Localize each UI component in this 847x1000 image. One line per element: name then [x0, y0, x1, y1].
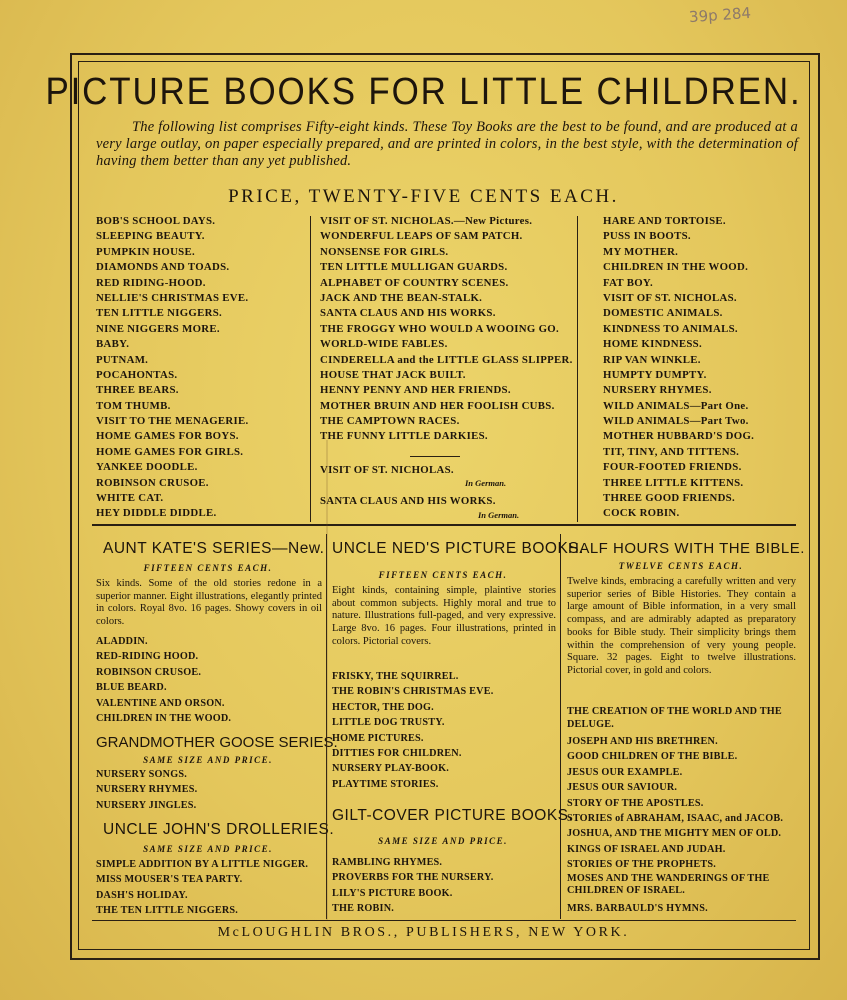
list-item: ROBINSON CRUSOE.: [96, 666, 202, 678]
uncle-ned-price: FIFTEEN CENTS EACH.: [378, 570, 508, 580]
half-hours-price: TWELVE CENTS EACH.: [618, 561, 744, 571]
grandmother-goose-heading: GRANDMOTHER GOOSE SERIES.: [96, 734, 338, 751]
list-item: JOSEPH AND HIS BRETHREN.: [567, 736, 718, 747]
list-item: BOB'S SCHOOL DAYS.: [96, 215, 216, 227]
aunt-kate-description: Six kinds. Some of the old stories redone in a superior manner. Eight illustrations, elegantly printed in colors. Royal 8vo. 16 pages. Showy covers in oil colors.: [96, 578, 322, 628]
list-item: NURSERY PLAY-BOOK.: [332, 763, 450, 775]
list-item: WILD ANIMALS—Part Two.: [603, 415, 749, 428]
list-item: HARE AND TORTOISE.: [603, 215, 726, 227]
grandmother-goose-list: [96, 767, 197, 813]
half-hours-description: Twelve kinds, embracing a carefully written and very superior series of Bible Histories. They contain a large amount of Bible information, in a very small compass, and are admirably adapted as preparatory books for Bible study. Their simplicity brings them within the comprehension of very young people. Square. 32 pages. Eight to twelve illustrations. Pictorial cover, in gold and colors.: [567, 576, 796, 676]
footer-rule: [92, 920, 796, 921]
list-item: VISIT OF ST. NICHOLAS.: [603, 291, 737, 304]
publisher-footer: McLOUGHLIN BROS., PUBLISHERS, NEW YORK.: [217, 925, 630, 940]
list-item: VALENTINE AND ORSON.: [96, 697, 225, 709]
list-item: NINE NIGGERS MORE.: [96, 322, 220, 335]
uncle-ned-list: [332, 669, 493, 792]
left-title-list: [96, 214, 249, 522]
uncle-john-heading: UNCLE JOHN'S DROLLERIES.: [103, 821, 335, 838]
list-item: CINDERELLA and the LITTLE GLASS SLIPPER.: [320, 353, 573, 366]
list-item: FAT BOY.: [603, 276, 653, 289]
list-item: TIT, TINY, AND TITTENS.: [603, 445, 740, 458]
uncle-john-list: [96, 857, 308, 919]
list-item: THE TEN LITTLE NIGGERS.: [96, 905, 238, 917]
list-item: SLEEPING BEAUTY.: [96, 230, 205, 243]
list-item: LILY'S PICTURE BOOK.: [332, 887, 453, 899]
uncle-ned-description: Eight kinds, containing simple, plaintive stories about common subjects. Highly moral and true to nature. Illustrations full-paged, and very expressive. Large 8vo. 16 pages. Four illustrations, printed in colors. Pictorial covers.: [332, 585, 556, 647]
list-item: THREE LITTLE KITTENS.: [603, 476, 744, 489]
list-item: BABY.: [96, 338, 130, 351]
list-item: THE CREATION OF THE WORLD AND THE DELUGE.: [567, 706, 782, 730]
list-item: JOSHUA, AND THE MIGHTY MEN OF OLD.: [567, 828, 782, 840]
list-item: TEN LITTLE MULLIGAN GUARDS.: [320, 261, 508, 274]
list-item: DITTIES FOR CHILDREN.: [332, 747, 462, 759]
list-item: COCK ROBIN.: [603, 507, 680, 520]
list-item: NURSERY RHYMES.: [96, 784, 198, 796]
list-item: DASH'S HOLIDAY.: [96, 889, 188, 901]
list-item: SANTA CLAUS AND HIS WORKS.: [320, 307, 496, 320]
list-item: THE FROGGY WHO WOULD A WOOING GO.: [320, 322, 559, 335]
list-item: PLAYTIME STORIES.: [332, 778, 439, 790]
german-label-1: In German.: [465, 478, 507, 488]
list-item: WHITE CAT.: [96, 492, 164, 505]
list-item: WILD ANIMALS—Part One.: [603, 399, 749, 412]
list-item: NURSERY SONGS.: [96, 769, 187, 780]
list-item: NURSERY RHYMES.: [603, 384, 712, 397]
list-item: STORIES of ABRAHAM, ISAAC, and JACOB.: [567, 812, 784, 824]
list-item: POCAHONTAS.: [96, 368, 178, 381]
list-item: HUMPTY DUMPTY.: [603, 368, 707, 381]
list-item: MOTHER BRUIN AND HER FOOLISH CUBS.: [320, 399, 555, 412]
list-item: HOME KINDNESS.: [603, 338, 702, 351]
list-item: MOTHER HUBBARD'S DOG.: [603, 430, 755, 443]
list-item: THE CAMPTOWN RACES.: [320, 415, 460, 428]
list-item: PUMPKIN HOUSE.: [96, 245, 195, 258]
list-item: THE ROBIN.: [332, 903, 395, 915]
list-item: HOME PICTURES.: [332, 732, 424, 744]
gilt-cover-list: [332, 855, 493, 917]
list-item: MY MOTHER.: [603, 245, 679, 258]
list-item: JESUS OUR SAVIOUR.: [567, 782, 678, 794]
list-item: CHILDREN IN THE WOOD.: [96, 712, 232, 724]
list-item: STORY OF THE APOSTLES.: [567, 797, 704, 809]
aunt-kate-list: [96, 634, 231, 726]
middle-divider: [410, 456, 460, 457]
list-item: GOOD CHILDREN OF THE BIBLE.: [567, 751, 738, 763]
list-item: ALPHABET OF COUNTRY SCENES.: [320, 276, 509, 289]
list-item: KINDNESS TO ANIMALS.: [603, 322, 738, 335]
list-item: THE FUNNY LITTLE DARKIES.: [320, 430, 488, 443]
list-item: RAMBLING RHYMES.: [332, 857, 443, 868]
list-item: FRISKY, THE SQUIRREL.: [332, 671, 459, 682]
list-item: YANKEE DOODLE.: [96, 461, 198, 474]
upper-column-rule-2: [577, 216, 578, 522]
list-item: ALADDIN.: [96, 636, 148, 647]
half-hours-heading: HALF HOURS WITH THE BIBLE.: [568, 540, 805, 557]
list-item: HOUSE THAT JACK BUILT.: [320, 368, 466, 381]
list-item: ROBINSON CRUSOE.: [96, 476, 209, 489]
aunt-kate-price: FIFTEEN CENTS EACH.: [143, 563, 273, 573]
list-item: RED RIDING-HOOD.: [96, 276, 206, 289]
gilt-cover-price: SAME SIZE AND PRICE.: [378, 836, 508, 846]
pencil-note: 39p 284: [688, 3, 752, 27]
list-item: BLUE BEARD.: [96, 682, 167, 694]
grandmother-goose-price: SAME SIZE AND PRICE.: [143, 755, 273, 765]
uncle-ned-heading: UNCLE NED'S PICTURE BOOKS.: [332, 540, 584, 557]
half-hours-list: [567, 706, 797, 916]
german-label-2: In German.: [478, 510, 520, 520]
list-item: WONDERFUL LEAPS OF SAM PATCH.: [320, 230, 523, 243]
page-title: PICTURE BOOKS FOR LITTLE CHILDREN.: [45, 71, 802, 113]
list-item: RED-RIDING HOOD.: [96, 651, 199, 663]
middle-title-list: [320, 214, 573, 445]
list-item: THREE GOOD FRIENDS.: [603, 492, 735, 505]
list-item: JESUS OUR EXAMPLE.: [567, 766, 683, 778]
list-item: VISIT TO THE MENAGERIE.: [96, 415, 249, 428]
aunt-kate-heading: AUNT KATE'S SERIES—New.: [103, 540, 325, 557]
list-item: THREE BEARS.: [96, 384, 179, 397]
list-item: PUTNAM.: [96, 353, 149, 366]
list-item: NONSENSE FOR GIRLS.: [320, 245, 449, 258]
list-item: STORIES OF THE PROPHETS.: [567, 859, 716, 871]
intro-paragraph: The following list comprises Fifty-eight kinds. These Toy Books are the best to be found, and are produced at a very large outlay, on paper especially prepared, and are printed in colors, in the best style, with the determination of having them better than any yet published.: [96, 119, 798, 169]
list-item: HOME GAMES FOR GIRLS.: [96, 445, 244, 458]
list-item: VISIT OF ST. NICHOLAS.—New Pictures.: [320, 215, 533, 227]
list-item: TOM THUMB.: [96, 399, 171, 412]
list-item: FOUR-FOOTED FRIENDS.: [603, 461, 742, 474]
list-item: PROVERBS FOR THE NURSERY.: [332, 872, 494, 884]
list-item: HECTOR, THE DOG.: [332, 701, 434, 713]
right-title-list: [603, 214, 754, 522]
list-item: HOME GAMES FOR BOYS.: [96, 430, 239, 443]
list-item: SIMPLE ADDITION BY A LITTLE NIGGER.: [96, 859, 309, 870]
german-visit-item: VISIT OF ST. NICHOLAS.: [320, 464, 454, 476]
list-item: MRS. BARBAULD'S HYMNS.: [567, 902, 708, 914]
price-heading: PRICE, TWENTY-FIVE CENTS EACH.: [228, 186, 619, 207]
list-item: DIAMONDS AND TOADS.: [96, 261, 230, 274]
list-item: DOMESTIC ANIMALS.: [603, 307, 723, 320]
upper-column-rule-1: [310, 216, 311, 522]
list-item: JACK AND THE BEAN-STALK.: [320, 291, 483, 304]
list-item: KINGS OF ISRAEL AND JUDAH.: [567, 843, 726, 855]
list-item: TEN LITTLE NIGGERS.: [96, 307, 223, 320]
list-item: THE ROBIN'S CHRISTMAS EVE.: [332, 686, 494, 698]
list-item: LITTLE DOG TRUSTY.: [332, 717, 445, 729]
list-item: HENNY PENNY AND HER FRIENDS.: [320, 384, 511, 397]
gilt-cover-heading: GILT-COVER PICTURE BOOKS.: [332, 807, 574, 824]
list-item: MOSES AND THE WANDERINGS OF THE CHILDREN OF ISRAEL.: [567, 872, 770, 897]
list-item: RIP VAN WINKLE.: [603, 353, 701, 366]
list-item: CHILDREN IN THE WOOD.: [603, 261, 749, 274]
list-item: MISS MOUSER'S TEA PARTY.: [96, 874, 243, 886]
fold-crease: [326, 440, 328, 920]
german-santa-item: SANTA CLAUS AND HIS WORKS.: [320, 495, 496, 507]
list-item: HEY DIDDLE DIDDLE.: [96, 507, 217, 520]
section-divider: [92, 524, 796, 526]
list-item: PUSS IN BOOTS.: [603, 230, 691, 243]
lower-column-rule-2: [560, 534, 561, 919]
list-item: NELLIE'S CHRISTMAS EVE.: [96, 291, 249, 304]
list-item: WORLD-WIDE FABLES.: [320, 338, 448, 351]
list-item: NURSERY JINGLES.: [96, 799, 197, 811]
uncle-john-price: SAME SIZE AND PRICE.: [143, 844, 273, 854]
